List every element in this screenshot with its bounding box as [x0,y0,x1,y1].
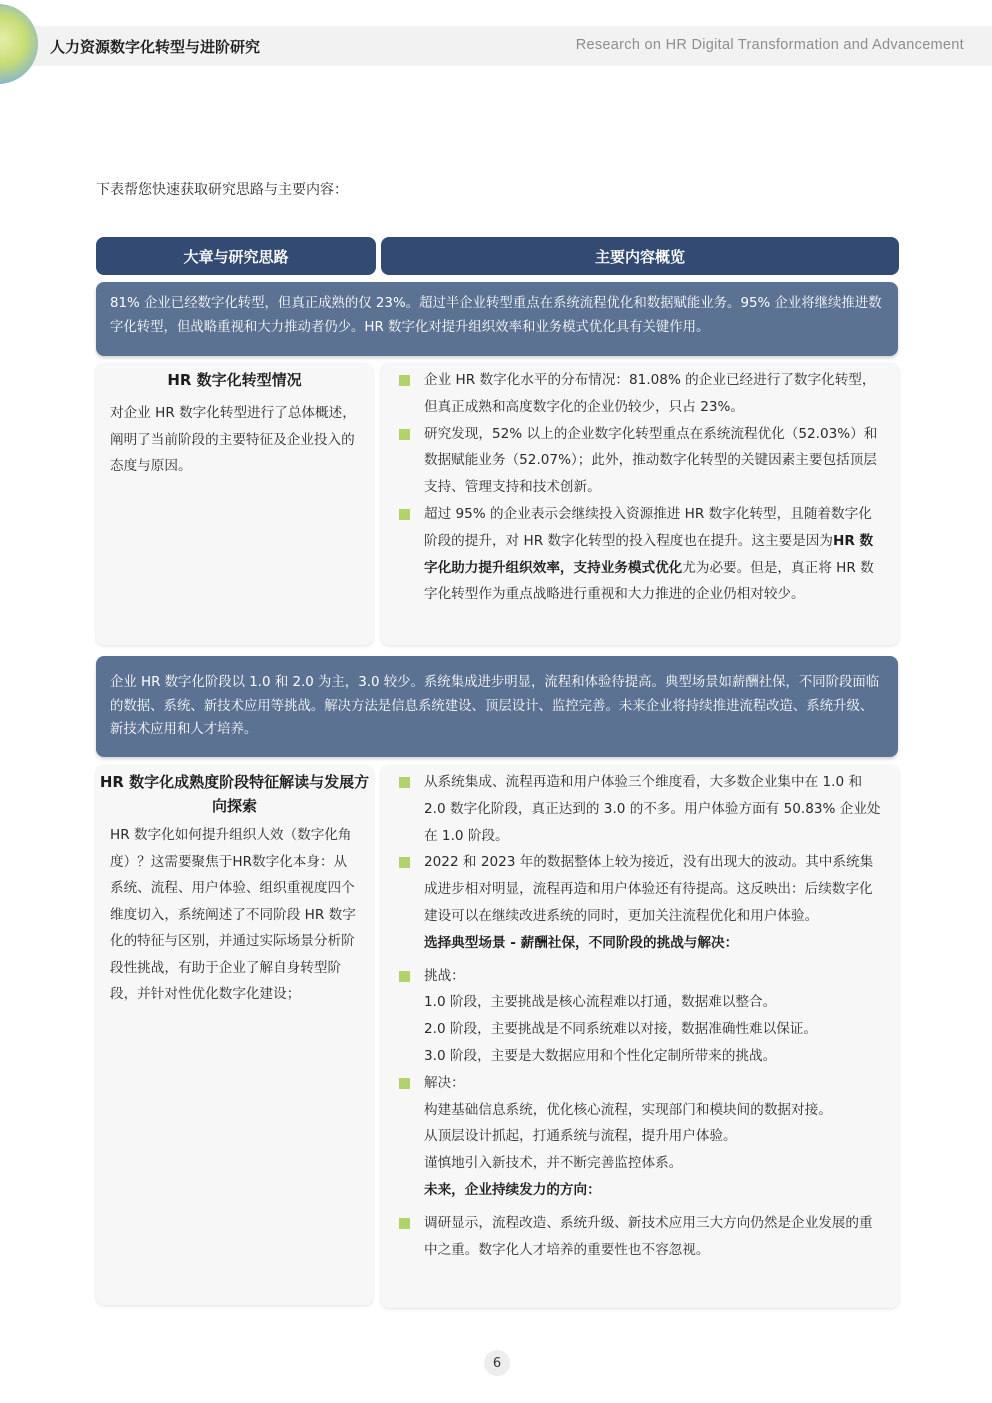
bullet-square-icon [399,1078,410,1089]
solution-item: 构建基础信息系统，优化核心流程，实现部门和模块间的数据对接。 [424,1101,832,1118]
list-item-future [397,1210,885,1264]
bullet-text: 企业 HR 数字化水平的分布情况：81.08% 的企业已经进行了数字化转型，但真正成熟和高度数字化的企业仍较少，只占 23%。 [424,372,876,415]
bullet-square-icon [399,375,410,386]
challenge-item: 1.0 阶段，主要挑战是核心流程难以打通，数据难以整合。 [424,994,777,1011]
list-item-challenges [397,963,885,990]
section-2-title: HR 数字化成熟度阶段特征解读与发展方向探索 [99,773,370,815]
challenge-label: 挑战： [424,967,465,984]
section-2-left-panel [96,765,373,1305]
section-2-description: HR 数字化如何提升组织人效（数字化角度）？这需要聚焦于HR数字化本身：从系统、流程、用户体验、组织重视度四个维度切入，系统阐述了不同阶段 HR 数字化的特征与区别，并通过实际场景分析阶段性挑战，有助于企业了解自身转型阶段，并针对性优化数字化建设； [110,827,356,1002]
section-1-description: 对企业 HR 数字化转型进行了总体概述，阐明了当前阶段的主要特征及企业投入的态度与原因。 [110,405,356,474]
page-number: 6 [484,1350,510,1376]
document-subtitle: Research on HR Digital Transformation and Advancement [575,37,964,53]
solution-item: 谨慎地引入新技术，并不断完善监控体系。 [424,1155,683,1172]
list-item-solutions [397,1070,885,1097]
section-2-summary: 企业 HR 数字化阶段以 1.0 和 2.0 为主，3.0 较少。系统集成进步明显，流程和体验待提高。典型场景如薪酬社保，不同阶段面临的数据、系统、新技术应用等挑战。解决方法是信息系统建设、顶层设计、监控完善。未来企业将持续推进流程改造、系统升级、新技术应用和人才培养。 [96,656,898,757]
bullet-square-icon [399,857,410,868]
section-2-right-panel [381,765,899,1308]
challenge-item: 3.0 阶段，主要是大数据应用和个性化定制所带来的挑战。 [424,1047,777,1064]
list-item [397,421,885,501]
bullet-square-icon [399,429,410,440]
solution-label: 解决： [424,1074,465,1091]
section-2-bullet-list [381,765,899,1263]
bullet-square-icon [399,509,410,520]
column-header-right: 主要内容概览 [381,237,899,275]
bullet-square-icon [399,971,410,982]
list-item [397,769,885,849]
bullet-text [424,506,874,602]
bullet-text: 2022 和 2023 年的数据整体上较为接近，没有出现大的波动。其中系统集成进步相对明显，流程再造和用户体验还有待提高。这反映出：后续数字化建设可以在继续改进系统的同时，更加关注流程优化和用户体验。 [424,854,874,924]
list-item [397,849,885,929]
list-item [397,367,885,421]
section-1-summary: 81% 企业已经数字化转型，但真正成熟的仅 23%。超过半企业转型重点在系统流程优化和数据赋能业务。95% 企业将继续推进数字化转型，但战略重视和大力推动者仍少。HR 数字化对提升组织效率和业务模式优化具有关键作用。 [96,282,898,356]
future-heading: 未来，企业持续发力的方向： [424,1181,601,1198]
bullet-square-icon [399,1218,410,1229]
bullet-text: 从系统集成、流程再造和用户体验三个维度看，大多数企业集中在 1.0 和 2.0 数字化阶段，真正达到的 3.0 的不多。用户体验方面有 50.83% 企业处在 1.0 阶段。 [424,774,881,844]
intro-text: 下表帮您快速获取研究思路与主要内容： [96,182,348,198]
bullet-text-part: 尤为必要。但是，真正将 HR 数字化转型作为重点战略进行重视和大力推进的企业仍相对较少。 [424,559,874,603]
section-1-right-panel [381,363,899,645]
section-1-left-panel [96,363,373,645]
bullet-text-emphasis: HR 数字化助力提升组织效率，支持业务模式优化 [424,532,874,576]
scenario-heading: 选择典型场景 - 薪酬社保，不同阶段的挑战与解决： [424,934,739,951]
solution-item: 从顶层设计抓起，打通系统与流程，提升用户体验。 [424,1128,737,1145]
bullet-text: 研究发现，52% 以上的企业数字化转型重点在系统流程优化（52.03%）和数据赋能业务（52.07%）；此外，推动数字化转型的关键因素主要包括顶层支持、管理支持和技术创新。 [424,425,878,496]
bullet-text-part: 超过 95% 的企业表示会继续投入资源推进 HR 数字化转型，且随着数字化阶段的提升，对 HR 数字化转型的投入程度也在提升。这主要是因为 [424,505,872,549]
bullet-text: 调研显示，流程改造、系统升级、新技术应用三大方向仍然是企业发展的重中之重。数字化人才培养的重要性也不容忽视。 [424,1214,873,1258]
section-1-title: HR 数字化转型情况 [167,371,302,389]
challenge-item: 2.0 阶段，主要挑战是不同系统难以对接，数据准确性难以保证。 [424,1021,817,1038]
document-title: 人力资源数字化转型与进阶研究 [50,38,261,56]
bullet-square-icon [399,777,410,788]
section-1-bullet-list [381,363,899,608]
logo-circle [0,4,38,84]
list-item [397,501,885,608]
column-header-left: 大章与研究思路 [96,237,376,275]
